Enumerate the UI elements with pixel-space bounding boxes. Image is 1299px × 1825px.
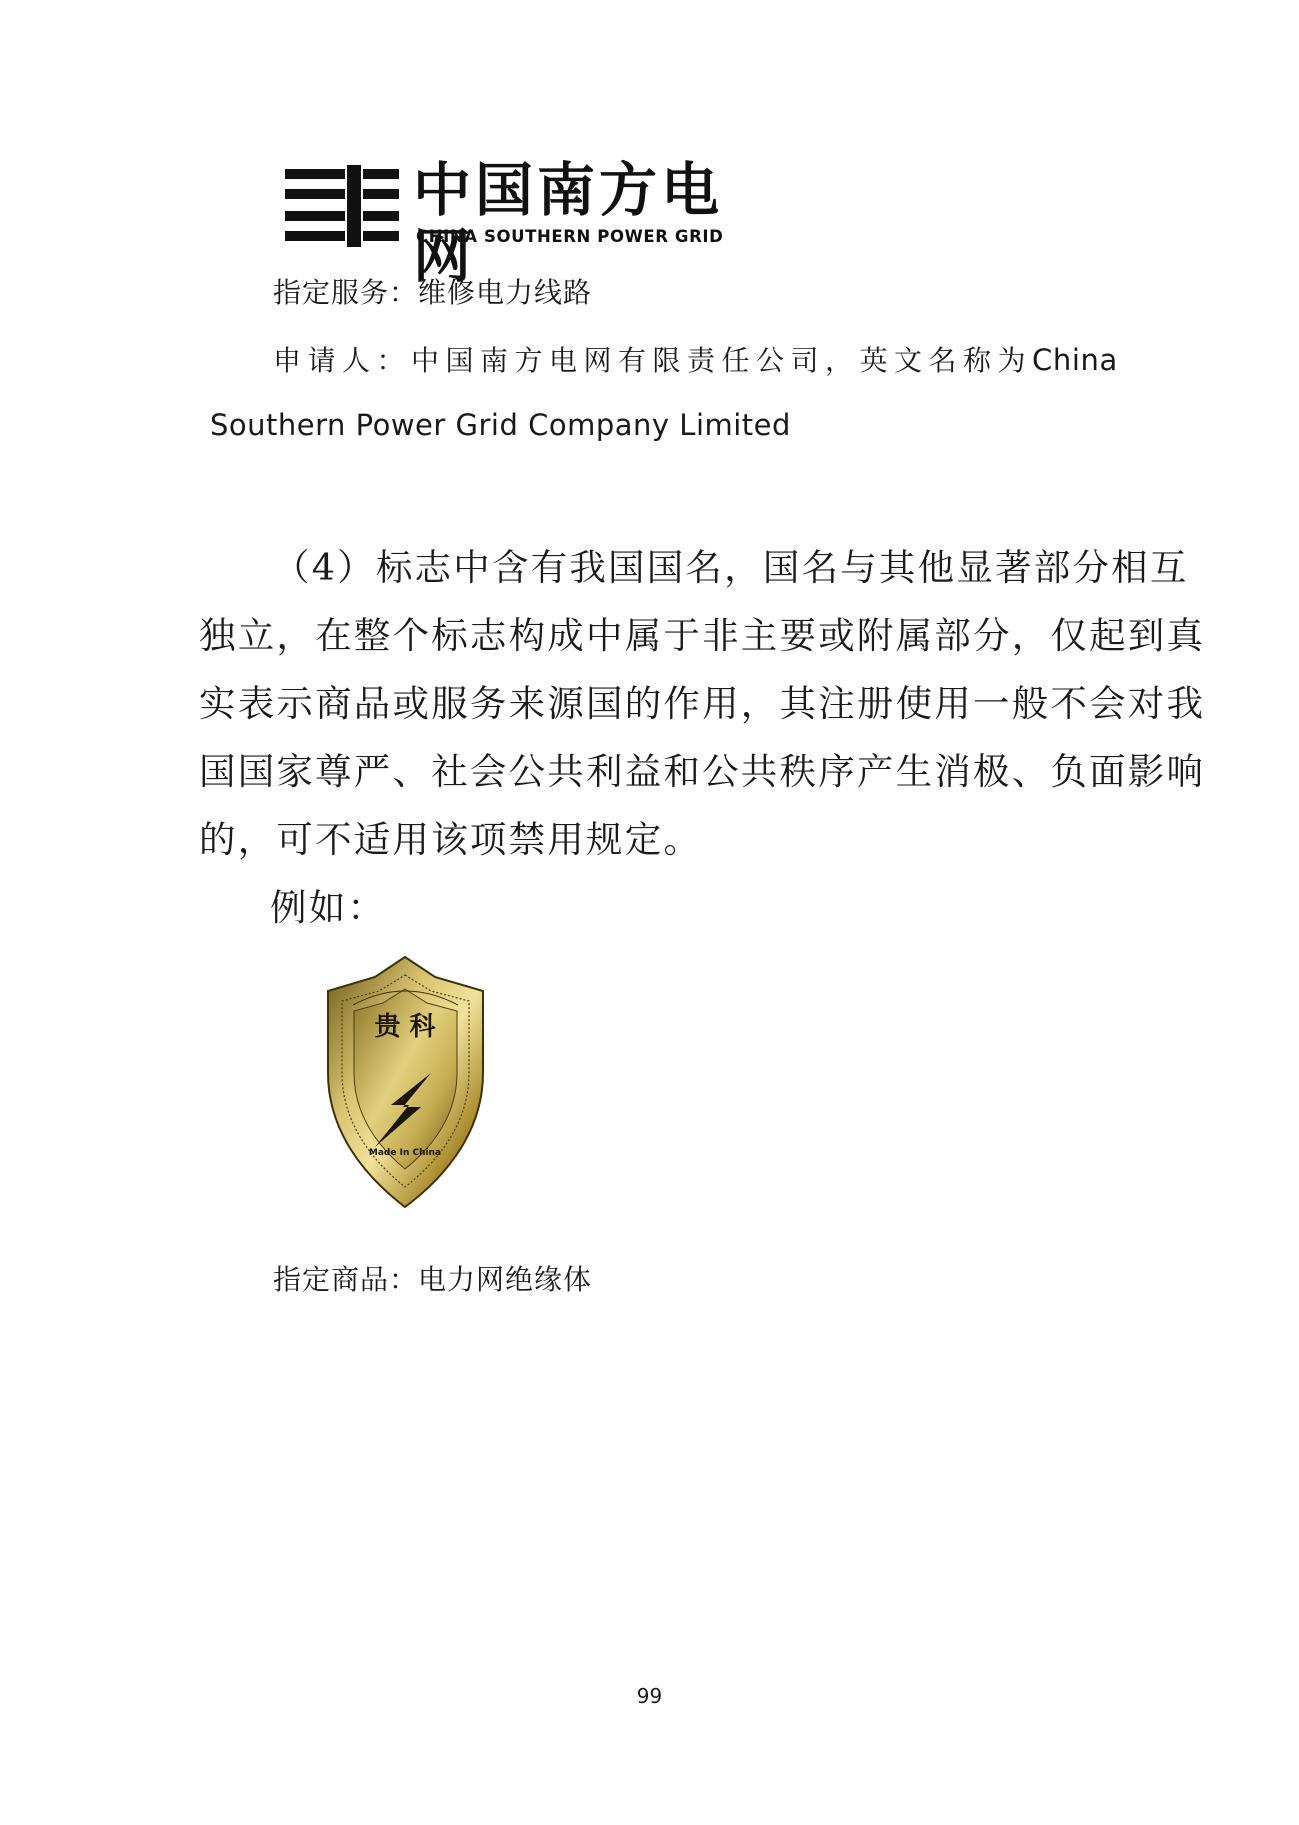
applicant-english-name-part2: Southern Power Grid Company Limited	[210, 408, 791, 442]
paragraph-line: （4）标志中含有我国国名，国名与其他显著部分相互	[273, 546, 1189, 589]
paragraph-line: 国国家尊严、社会公共利益和公共秩序产生消极、负面影响	[199, 750, 1206, 793]
paragraph-line: 独立，在整个标志构成中属于非主要或附属部分，仅起到真	[199, 614, 1206, 657]
applicant-line	[273, 340, 1118, 381]
power-grid-lines-icon	[285, 165, 400, 247]
guike-shield-logo	[323, 955, 488, 1210]
logo-chinese-name: 中国南方电网	[413, 156, 724, 290]
applicant-label: 申请人：中国南方电网有限责任公司，英文名称为	[273, 344, 1033, 377]
logo-english-name: CHINA SOUTHERN POWER GRID	[416, 227, 724, 246]
shield-made-in-china-text: Made In China	[368, 1148, 442, 1158]
applicant-english-name-part1: China	[1032, 343, 1118, 377]
paragraph-line: 实表示商品或服务来源国的作用，其注册使用一般不会对我	[199, 682, 1206, 725]
page-number: 99	[636, 1684, 663, 1708]
china-southern-power-grid-logo	[285, 155, 745, 290]
designated-service-line: 指定服务：维修电力线路	[273, 276, 593, 309]
example-label: 例如：	[270, 886, 387, 929]
shield-characters: 贵 科	[374, 1012, 436, 1042]
paragraph-line: 的，可不适用该项禁用规定。	[199, 818, 703, 861]
designated-goods-line: 指定商品：电力网绝缘体	[273, 1263, 593, 1296]
